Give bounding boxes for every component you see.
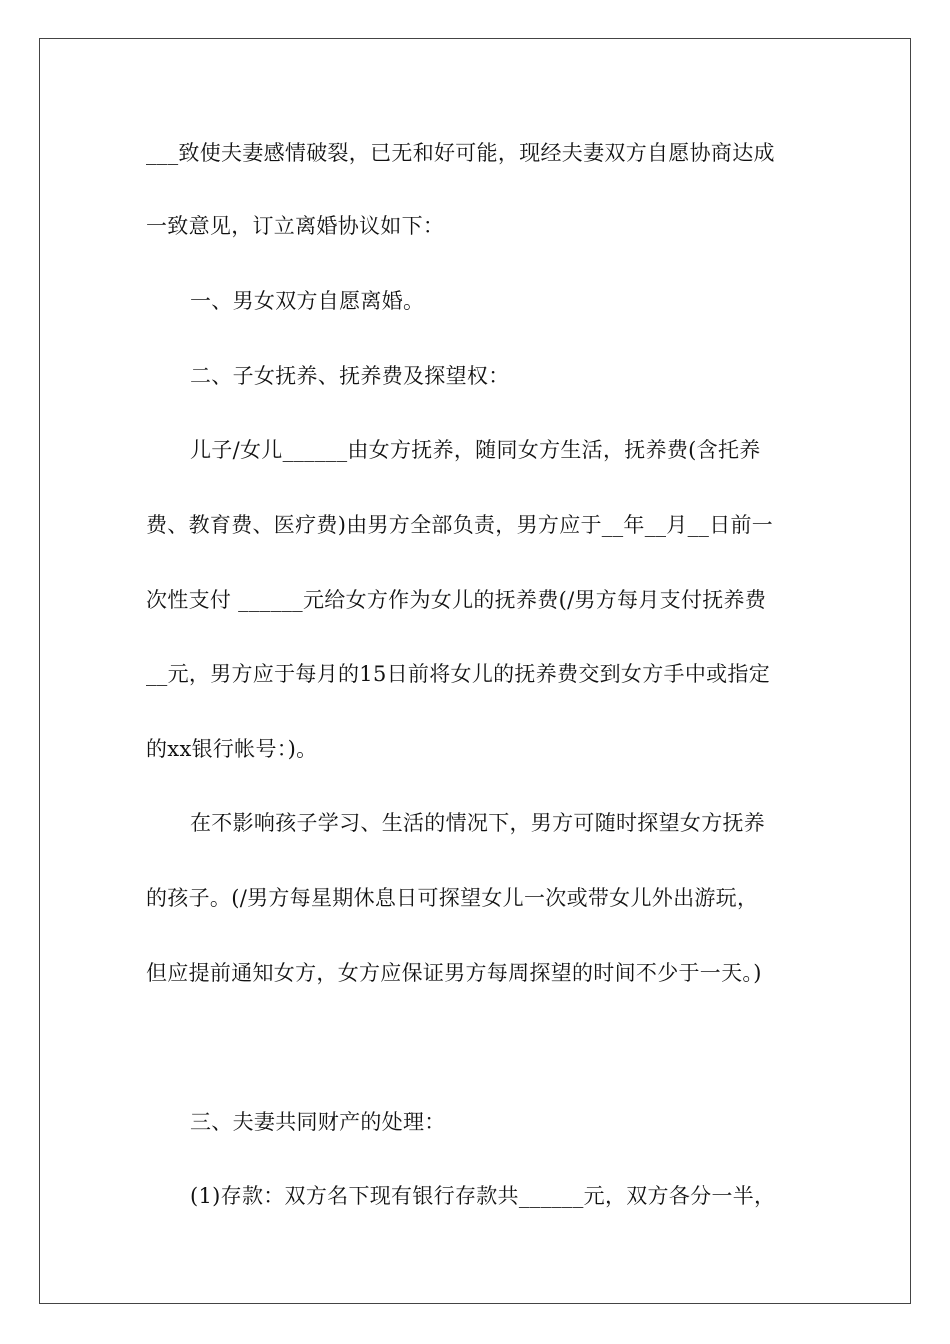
clause-heading-3: 三、夫妻共同财产的处理： [190, 1110, 446, 1134]
text-line: 次性支付 ______元给女方作为女儿的抚养费(/男方每月支付抚养费 [146, 588, 767, 612]
text-line: 的孩子。(/男方每星期休息日可探望女儿一次或带女儿外出游玩， [146, 886, 759, 910]
text-line: 一致意见，订立离婚协议如下： [146, 214, 445, 238]
text-line: 但应提前通知女方，女方应保证男方每周探望的时间不少于一天。) [146, 961, 762, 985]
text-line: __元，男方应于每月的15日前将女儿的抚养费交到女方手中或指定 [146, 662, 771, 686]
clause-heading-1: 一、男女双方自愿离婚。 [190, 289, 425, 313]
text-line: 费、教育费、医疗费)由男方全部负责，男方应于__年__月__日前一 [146, 513, 774, 537]
text-line: ___致使夫妻感情破裂，已无和好可能，现经夫妻双方自愿协商达成 [146, 141, 775, 165]
text-line: 的xx银行帐号：)。 [146, 737, 318, 761]
text-line: 在不影响孩子学习、生活的情况下，男方可随时探望女方抚养 [190, 811, 766, 835]
text-line: (1)存款：双方名下现有银行存款共______元，双方各分一半， [190, 1184, 776, 1208]
text-line: 儿子/女儿______由女方抚养，随同女方生活，抚养费(含托养 [190, 438, 761, 462]
clause-heading-2: 二、子女抚养、抚养费及探望权： [190, 364, 510, 388]
